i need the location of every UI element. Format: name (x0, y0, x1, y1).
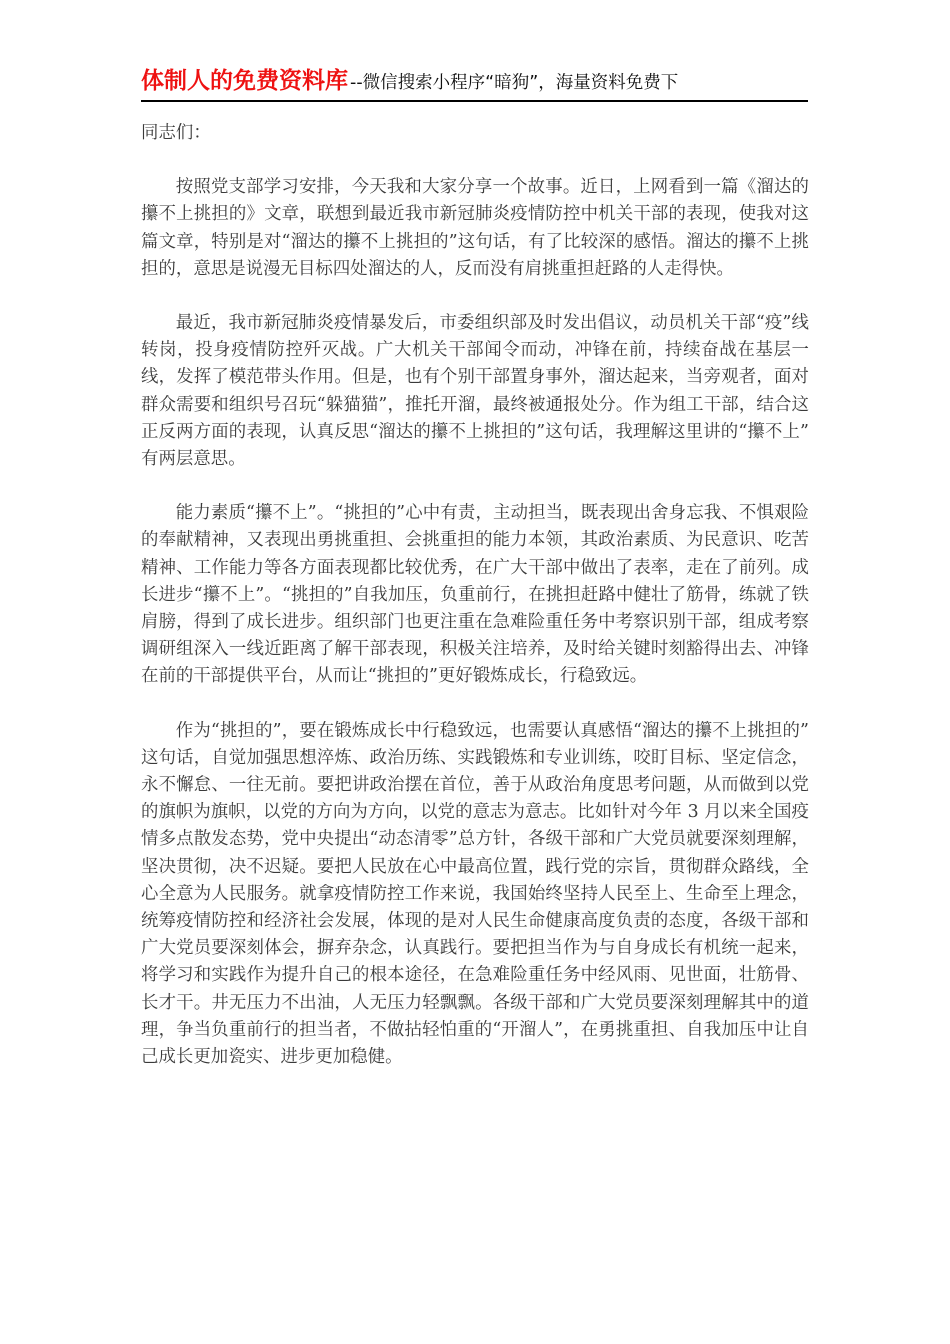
body-paragraph-4: 作为“挑担的”，要在锻炼成长中行稳致远，也需要认真感悟“溜达的攥不上挑担的”这句话，自觉加强思想淬炼、政治历练、实践锻炼和专业训练，咬盯目标、坚定信念，永不懈怠、一往无前。要把讲政治摆在首位，善于从政治角度思考问题，从而做到以党的旗帜为旗帜，以党的方向为方向，以党的意志为意志。比如针对今年 3 月以来全国疫情多点散发态势，党中央提出“动态清零”总方针，各级干部和广大党员就要深刻理解，坚决贯彻，决不迟疑。要把人民放在心中最高位置，践行党的宗旨，贯彻群众路线，全心全意为人民服务。就拿疫情防控工作来说，我国始终坚持人民至上、生命至上理念，统筹疫情防控和经济社会发展，体现的是对人民生命健康高度负责的态度，各级干部和广大党员要深刻体会，摒弃杂念，认真践行。要把担当作为与自身成长有机统一起来，将学习和实践作为提升自己的根本途径，在急难险重任务中经风雨、见世面，壮筋骨、长才干。井无压力不出油，人无压力轻飘飘。各级干部和广大党员要深刻理解其中的道理，争当负重前行的担当者，不做拈轻怕重的“开溜人”，在勇挑重担、自我加压中让自己成长更加瓷实、进步更加稳健。 (141, 720, 809, 1068)
body-paragraph-2: 最近，我市新冠肺炎疫情暴发后，市委组织部及时发出倡议，动员机关干部“疫”线转岗，投身疫情防控歼灭战。广大机关干部闻令而动，冲锋在前，持续奋战在基层一线，发挥了模范带头作用。但是，也有个别干部置身事外，溜达起来，当旁观者，面对群众需要和组织号召玩“躲猫猫”，推托开溜，最终被通报处分。作为组工干部，结合这正反两方面的表现，认真反思“溜达的攥不上挑担的”这句话，我理解这里讲的“攥不上”有两层意思。 (141, 313, 809, 470)
promo-tail-text: --微信搜索小程序“暗狗”，海量资料免费下 (350, 73, 679, 93)
document-body (141, 120, 809, 1071)
body-paragraph-3: 能力素质“攥不上”。“挑担的”心中有责，主动担当，既表现出舍身忘我、不惧艰险的奉献精神，又表现出勇挑重担、会挑重担的能力本领，其政治素质、为民意识、吃苦精神、工作能力等各方面表现都比较优秀，在广大干部中做出了表率，走在了前列。成长进步“攥不上”。“挑担的”自我加压，负重前行，在挑担赶路中健壮了筋骨，练就了铁肩膀，得到了成长进步。组织部门也更注重在急难险重任务中考察识别干部，组成考察调研组深入一线近距离了解干部表现，积极关注培养，及时给关键时刻豁得出去、冲锋在前的干部提供平台，从而让“挑担的”更好锻炼成长，行稳致远。 (141, 503, 809, 687)
body-paragraph-1: 按照党支部学习安排，今天我和大家分享一个故事。近日，上网看到一篇《溜达的攥不上挑担的》文章，联想到最近我市新冠肺炎疫情防控中机关干部的表现，使我对这篇文章，特别是对“溜达的攥不上挑担的”这句话，有了比较深的感悟。溜达的攥不上挑担的，意思是说漫无目标四处溜达的人，反而没有肩挑重担赶路的人走得快。 (141, 177, 809, 279)
promo-header-line (141, 62, 808, 102)
salutation-line: 同志们： (141, 123, 211, 143)
promo-header-banner (141, 62, 808, 102)
promo-brand-text: 体制人的免费资料库 (141, 68, 348, 94)
header-divider-rule (141, 100, 808, 102)
